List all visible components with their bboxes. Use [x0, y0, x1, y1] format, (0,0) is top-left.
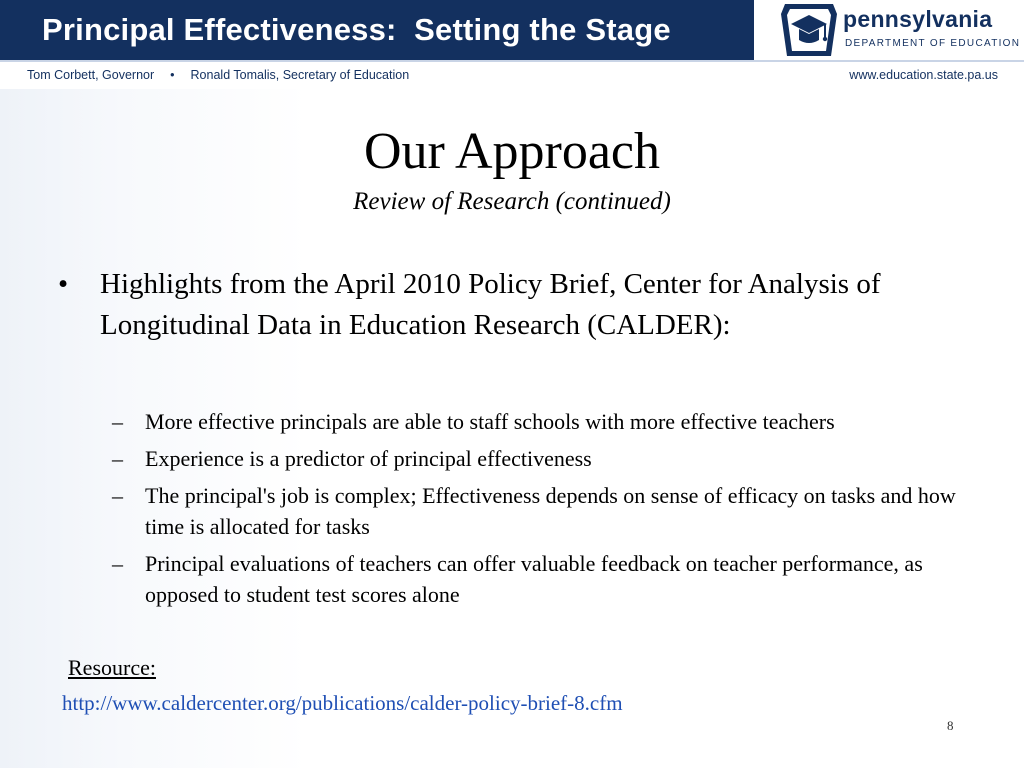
resource-label: Resource: — [68, 655, 156, 680]
dash-marker: – — [112, 446, 123, 471]
page-number: 8 — [947, 718, 954, 733]
separator-dot: • — [170, 68, 175, 82]
slide-subtitle: Review of Research (continued) — [353, 188, 671, 215]
list-item-text: More effective principals are able to staff schools with more effective teachers — [145, 409, 835, 434]
dash-marker: – — [112, 409, 123, 434]
bullet-marker: • — [58, 268, 69, 300]
slide-title: Our Approach — [363, 123, 661, 180]
list-item-text: Experience is a predictor of principal effectiveness — [145, 446, 592, 471]
officials-line — [27, 68, 409, 82]
header-title: Principal Effectiveness: Setting the Stage — [42, 12, 671, 47]
secretary-name: Ronald Tomalis, Secretary of Education — [190, 68, 410, 82]
main-bullet — [58, 264, 918, 346]
pa-department-logo — [754, 0, 1024, 60]
resource-link[interactable]: http://www.caldercenter.org/publications/calder-policy-brief-8.cfm — [62, 691, 623, 715]
list-item — [112, 480, 972, 542]
list-item — [112, 406, 972, 437]
list-item-text: Principal evaluations of teachers can offer valuable feedback on teacher performance, as opposed to student test scores alone — [145, 551, 923, 607]
main-bullet-text: Highlights from the April 2010 Policy Brief, Center for Analysis of Longitudinal Data in Education Research (CALDER): — [100, 268, 881, 341]
keystone-graduate-icon — [779, 2, 839, 58]
dash-marker: – — [112, 551, 123, 576]
dash-marker: – — [112, 483, 123, 508]
website-link[interactable]: www.education.state.pa.us — [849, 68, 998, 82]
list-item — [112, 443, 972, 474]
logo-subtitle: DEPARTMENT OF EDUCATION — [845, 38, 1021, 49]
list-item-text: The principal's job is complex; Effectiveness depends on sense of efficacy on tasks and how time is allocated for tasks — [145, 483, 956, 539]
sub-bullet-list — [112, 406, 972, 616]
logo-wordmark: pennsylvania — [843, 6, 993, 32]
header-band — [0, 0, 754, 60]
list-item — [112, 548, 972, 610]
governor-name: Tom Corbett, Governor — [27, 68, 155, 82]
subheader-bar — [0, 60, 1024, 89]
